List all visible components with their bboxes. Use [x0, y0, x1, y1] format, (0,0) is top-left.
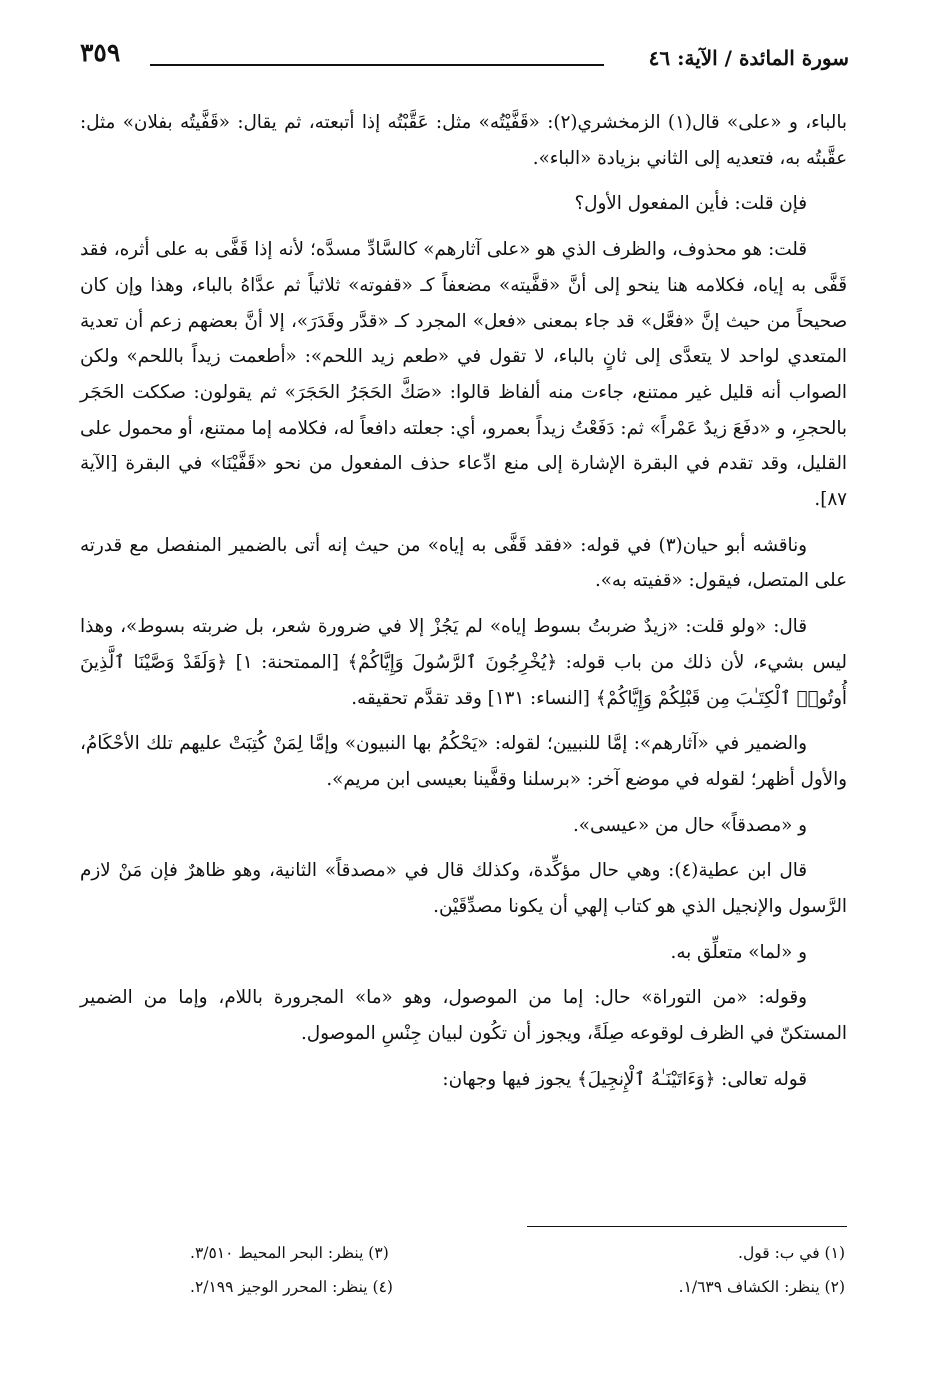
paragraph: و «لما» متعلِّق به.	[670, 941, 807, 963]
paragraph: قال: «ولو قلت: «زيدٌ ضربتُ بسوط إياه» لم يَجُزْ إلا في ضرورة شعر، بل ضربته بسوط»، وهذا ليس بشيء، لأن ذلك من باب قوله: ﴿يُخْرِجُونَ ٱلرَّسُولَ وَإِيَّاكُمْ﴾ [الممتحنة: ١] ﴿وَلَقَدْ وَصَّيْنَا ٱلَّذِينَ أُوتُوا۟ ٱلْكِتَـٰبَ مِن قَبْلِكُمْ وَإِيَّاكُمْ﴾ [النساء: ١٣١] وقد تقدَّم تحقيقه.	[80, 616, 848, 709]
paragraph: والضمير في «آثارهم»: إمَّا للنبيين؛ لقوله: «يَحْكُمُ بها النبيون» وإمَّا لِمَنْ كُتِبَتْ عليهم تلك الأحْكَامُ، والأول أظهر؛ لقوله في موضع آخر: «برسلنا وقفَّينا بعيسى ابن مريم».	[80, 733, 847, 790]
header-rule	[150, 64, 604, 66]
paragraph: قال ابن عطية(٤): وهي حال مؤكِّدة، وكذلك قال في «مصدقاً» الثانية، وهو ظاهرٌ فإن مَنْ لازم الرَّسول والإنجيل الذي هو كتاب إلهي أن يكونا مصدِّقَيْن.	[80, 860, 847, 918]
footnotes	[190, 1236, 845, 1304]
main-text	[80, 105, 847, 1108]
paragraph: قوله تعالى: ﴿وَءَاتَيْنَـٰهُ ٱلْإِنجِيلَ﴾ يجوز فيها وجهان:	[442, 1068, 807, 1090]
footnote: (٤) ينظر: المحرر الوجيز ٢/١٩٩.	[190, 1278, 393, 1296]
page-header	[80, 38, 849, 74]
footnote-rule	[527, 1226, 847, 1227]
paragraph: وناقشه أبو حيان(٣) في قوله: «فقد قَفَّى به إياه» من حيث إنه أتى بالضمير المنفصل مع قدرته على المتصل، فيقول: «قفيته به».	[80, 534, 847, 592]
paragraph: بالباء، و «على» قال(١) الزمخشري(٢): «قَفَّيْتُه» مثل: عَقَّبْتُه إذا أتبعته، ثم يقال: «قَفَّيتُه بفلان» مثل: عقَّبتُه به، فتعديه إلى الثاني بزيادة «الباء».	[80, 112, 848, 169]
footnote: (١) في ب: قول.	[738, 1244, 845, 1262]
page-number: ٣٥٩	[80, 38, 121, 67]
footnote: (٢) ينظر: الكشاف ١/٦٣٩.	[678, 1278, 845, 1296]
paragraph: و «مصدقاً» حال من «عيسى».	[572, 814, 807, 836]
footnote-row	[190, 1236, 845, 1270]
paragraph: قلت: هو محذوف، والظرف الذي هو «على آثارهم» كالسَّادِّ مسدَّه؛ لأنه إذا قَفَّى به على أثره، فقد قَفَّى به إياه، فكلامه هنا ينحو إلى أنَّ «قفَّيته» مضعفاً كـ «قفوته» ثلاثياً ثم عدَّاهُ بالباء، وهذا وإن كان صحيحاً من حيث إنَّ «فعَّل» قد جاء بمعنى «فعل» المجرد كـ «قدَّر وقَدَرَ»، إلا أنَّ بعضهم زعم أن تعدية المتعدي لواحد لا يتعدَّى إلى ثانٍ بالباء، لا تقول في «طعم زيد اللحم»: «أطعمت زيداً باللحم» ولكن الصواب أنه قليل غير ممتنع، جاءت منه ألفاظ قالوا: «صَكَّ الحَجَرُ الحَجَرَ» ثم يقولون: صككت الحَجَر بالحجرِ، و «دفَعَ زيدٌ عَمْراً» ثم: دَفَعْتُ زيداً بعمرو، أي: جعلته دافعاً له، فكلامه إما ممتنع، أو محمول على القليل، وقد تقدم في البقرة الإشارة إلى منع ادِّعاء حذف المفعول من نحو «قَفَّيْنَا» في البقرة [الآية ٨٧].	[80, 239, 847, 511]
paragraph: فإن قلت: فأين المفعول الأول؟	[574, 193, 807, 215]
footnote: (٣) ينظر: البحر المحيط ٣/٥١٠.	[190, 1244, 389, 1262]
footnote-row	[190, 1270, 845, 1304]
paragraph: وقوله: «من التوراة» حال: إما من الموصول، وهو «ما» المجرورة باللام، وإما من الضمير المستكنّ في الظرف لوقوعه صِلَةً، ويجوز أن تكُون لبيان جِنْسِ الموصول.	[80, 987, 847, 1045]
surah-verse-title: سورة المائدة / الآية: ٤٦	[648, 46, 849, 70]
